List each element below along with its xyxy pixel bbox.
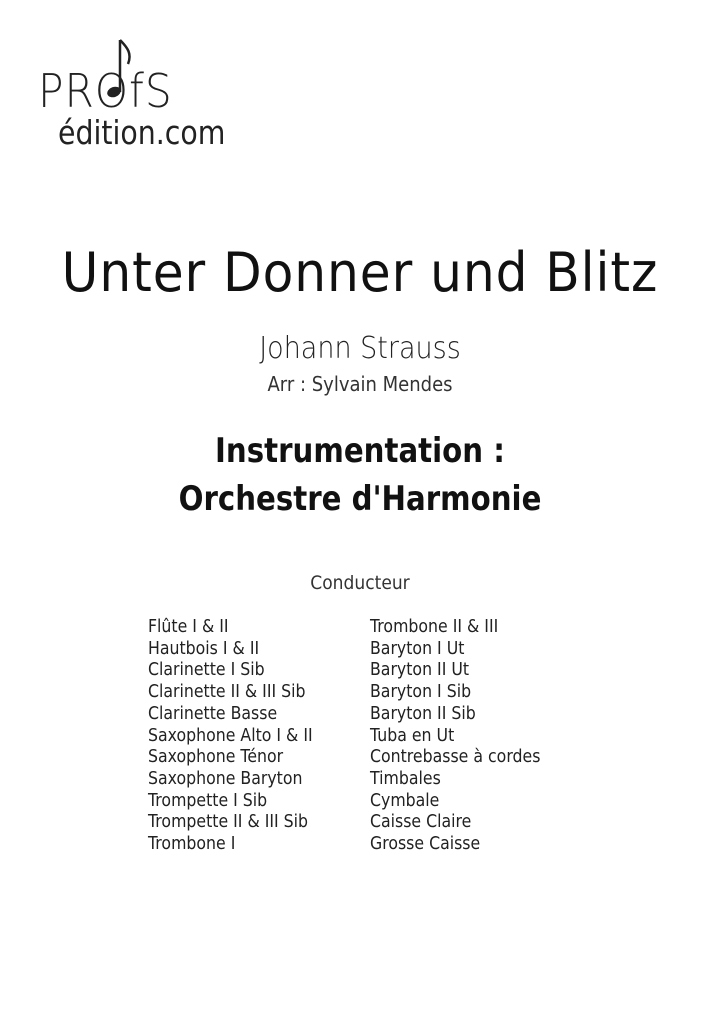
publisher-logo (36, 32, 256, 162)
part-item: Trompette II & III Sib (148, 812, 309, 833)
part-item: Tuba en Ut (370, 725, 455, 746)
part-item: Cymbale (370, 790, 440, 811)
arranger-name: Arr : Sylvain Mendes (267, 372, 453, 396)
part-item: Baryton I Sib (370, 682, 472, 703)
part-item: Trompette I Sib (148, 790, 268, 811)
part-item: Flûte I & II (148, 617, 229, 637)
part-item: Saxophone Ténor (148, 747, 284, 768)
part-item: Clarinette Basse (148, 703, 278, 724)
part-item: Timbales (370, 768, 441, 789)
part-item: Grosse Caisse (370, 834, 481, 855)
piece-title: Unter Donner und Blitz (61, 241, 659, 304)
parts-list-right (370, 617, 559, 856)
part-item: Clarinette I Sib (148, 660, 265, 681)
part-item: Saxophone Alto I & II (148, 725, 313, 746)
conductor-label: Conducteur (310, 572, 410, 594)
part-item: Clarinette II & III Sib (148, 682, 306, 703)
ensemble-name: Orchestre d'Harmonie (178, 479, 542, 519)
instrumentation-heading: Instrumentation : (215, 431, 505, 471)
parts-list-left (148, 617, 331, 856)
composer-name: Johann Strauss (259, 331, 461, 366)
part-item: Hautbois I & II (148, 638, 260, 659)
part-item: Baryton II Sib (370, 703, 476, 724)
part-item: Trombone I (148, 834, 236, 855)
part-item: Contrebasse à cordes (370, 747, 541, 768)
part-item: Baryton II Ut (370, 660, 470, 681)
part-item: Baryton I Ut (370, 638, 465, 659)
part-item: Caisse Claire (370, 812, 472, 833)
logo-top-text: PROfS (38, 64, 173, 118)
logo-bottom-text: édition.com (58, 113, 226, 152)
part-item: Saxophone Baryton (148, 768, 303, 789)
part-item: Trombone II & III (370, 617, 499, 637)
